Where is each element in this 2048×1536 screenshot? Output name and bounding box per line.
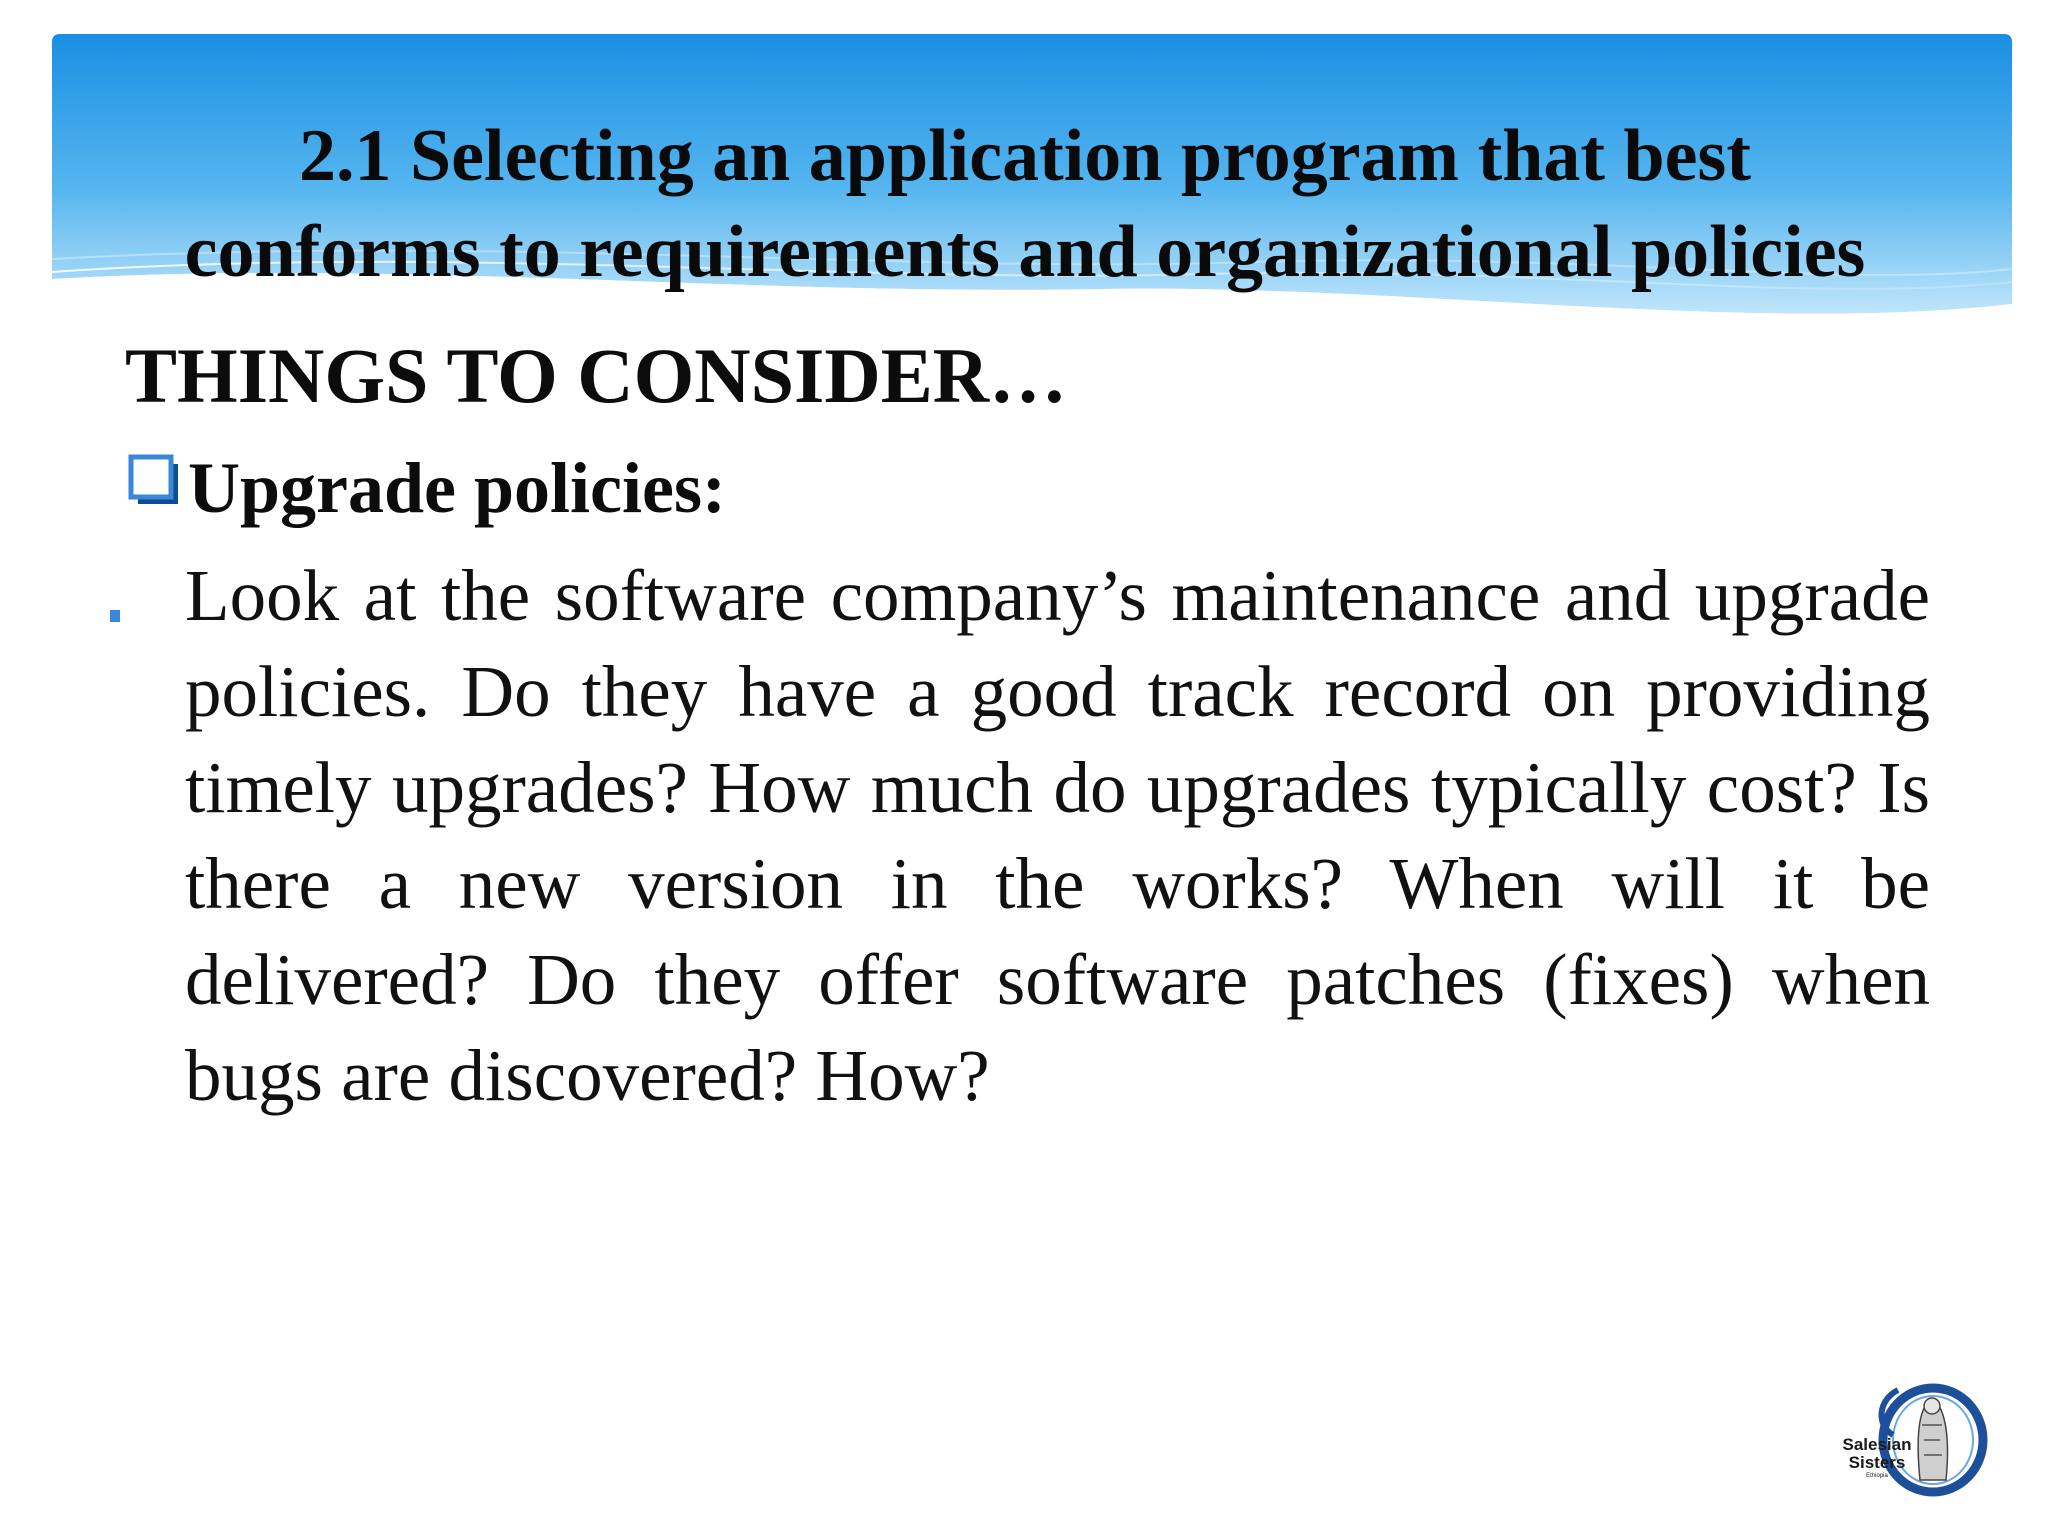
paragraph-marker-icon [110, 610, 120, 622]
checkbox-icon [128, 454, 180, 506]
bullet-label: Upgrade policies: [188, 448, 726, 528]
logo-text [1842, 1436, 1912, 1480]
section-heading: THINGS TO CONSIDER… [125, 332, 1068, 419]
slide-title-line-2: conforms to requirements and organizational policies [184, 211, 1866, 293]
body-paragraph: Look at the software company’s maintenance and upgrade policies. Do they have a good track record on providing timely upgrades? How much do upgrades typically cost? Is there a new version in the works? When will it be delivered? Do they offer software patches (fixes) when bugs are discovered? How? [185, 555, 1930, 1116]
slide-title [60, 108, 1990, 300]
salesian-sisters-logo [1838, 1380, 1988, 1500]
logo-text-line-3: Ethiopia [1866, 1473, 1888, 1479]
logo-text-line-2: Sisters [1848, 1453, 1906, 1472]
logo-text-line-1: Salesian [1842, 1435, 1912, 1454]
bullet-item [128, 440, 726, 536]
slide-title-line-1: 2.1 Selecting an application program that best [299, 115, 1751, 197]
